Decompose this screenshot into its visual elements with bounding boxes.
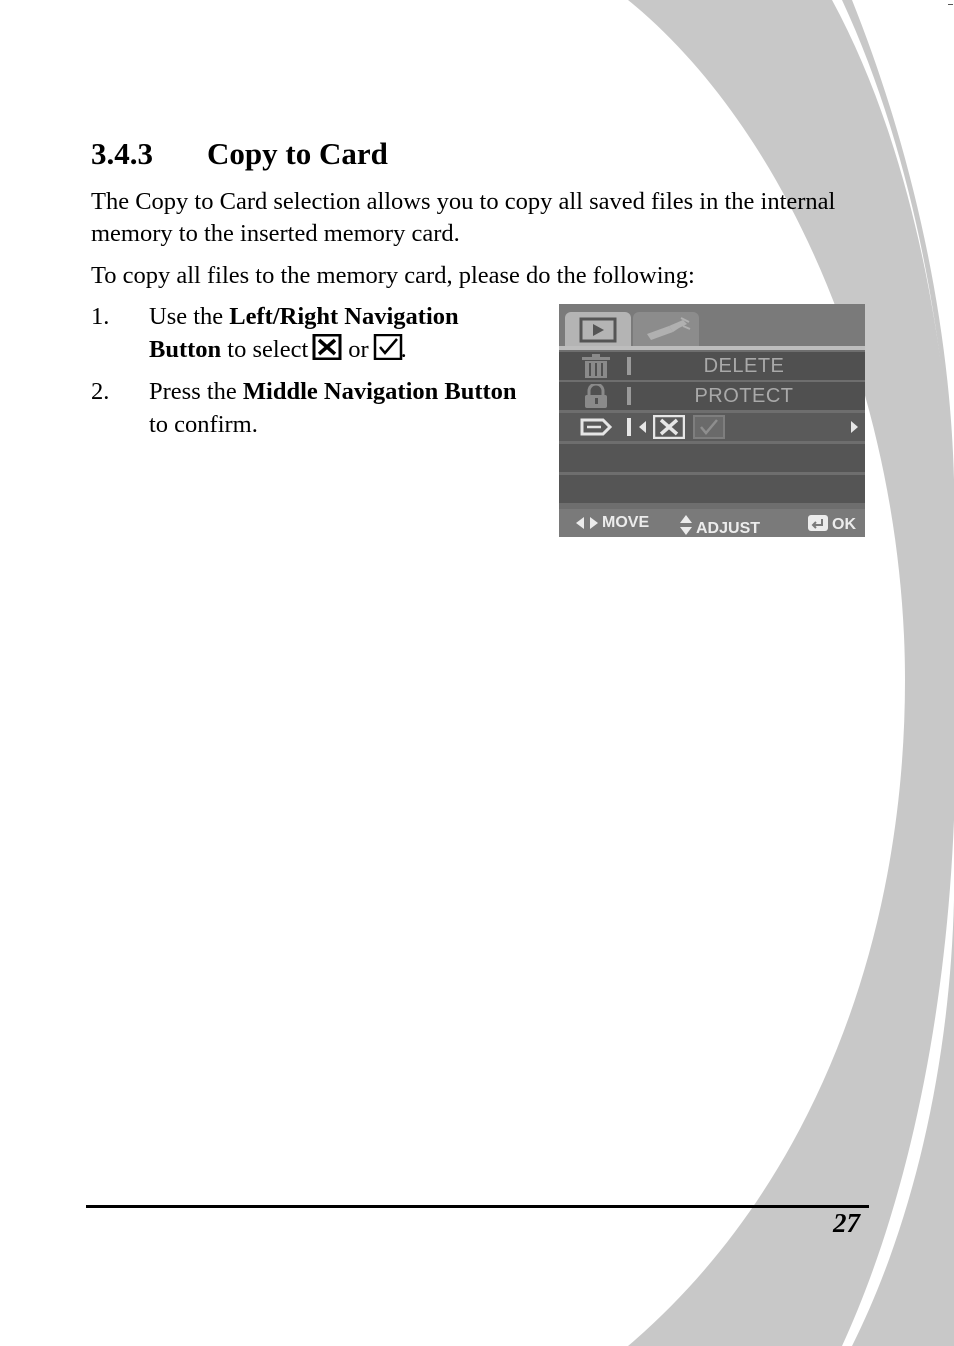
lead-paragraph: To copy all files to the memory card, please do the following: [91,262,695,289]
menu-label-protect: PROTECT [694,385,794,407]
menu-row-protect [559,382,865,410]
menu-row-empty [559,444,865,472]
tab-playback [565,312,631,346]
arrow-right-icon [851,421,858,433]
row-separator [627,387,631,405]
footer-move-label: MOVE [602,514,650,531]
section-number: 3.4.3 [91,136,153,171]
intro-paragraph: The Copy to Card selection allows you to copy all saved files in the internal memory to the inserted memory card. [91,188,836,247]
trash-icon [579,354,613,378]
boxed-x-icon [312,334,342,360]
menu-footer [559,509,865,537]
menu-row-copy-to-card [559,413,865,441]
corner-mark [948,4,953,5]
step-number: 1. [91,303,110,330]
step-text [149,375,529,441]
step-text-pre: Press the [149,378,243,405]
step-text [149,300,529,366]
step-text-end: . [400,336,407,363]
lock-icon [579,384,613,408]
boxed-x-icon [653,415,685,439]
step-text-or: or [348,336,369,363]
copy-to-card-icon [579,415,613,439]
left-right-arrows-icon [575,516,599,530]
footer-move [575,514,649,532]
step-text-post: to confirm. [149,411,258,438]
step-text-bold: Left/Right Navigation Button [149,303,459,363]
footer-ok-label: OK [832,516,856,533]
footer-adjust [679,514,760,537]
menu-tab-bar [559,304,865,346]
arrow-left-icon [639,421,646,433]
camera-menu-screenshot [559,304,865,537]
footer-ok [807,514,856,534]
menu-row-empty [559,475,865,503]
tab-underline [559,346,865,350]
step-text-pre: Use the [149,303,230,330]
menu-row-delete [559,352,865,380]
step-text-post: to select [221,336,309,363]
section-title: Copy to Card [207,136,388,171]
wrench-icon [633,312,699,346]
boxed-check-icon [693,415,725,439]
tab-setup [633,312,699,346]
step-text-bold: Middle Navigation Button [242,378,517,405]
row-separator [627,418,631,436]
footer-rule [86,1205,869,1208]
up-down-arrows-icon [679,514,693,536]
page-number: 27 [833,1208,860,1238]
section-heading [91,136,388,172]
row-separator [627,357,631,375]
step-number: 2. [91,378,110,405]
footer-adjust-label: ADJUST [696,520,761,537]
menu-label-delete: DELETE [703,355,785,377]
boxed-check-icon [373,334,403,360]
play-icon [565,312,631,346]
enter-icon [807,514,829,532]
